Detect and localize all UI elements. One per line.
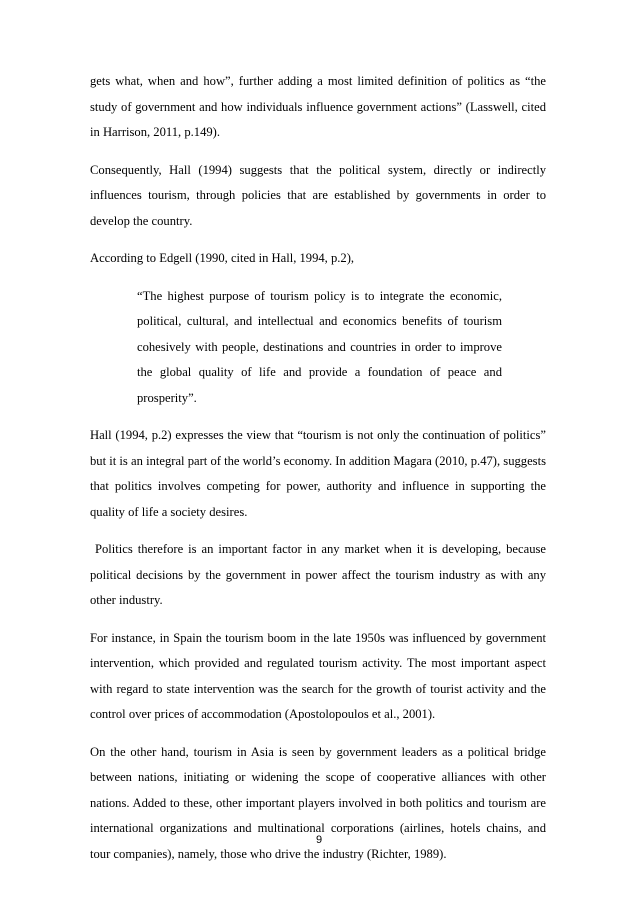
paragraph-spain: For instance, in Spain the tourism boom in the late 1950s was influenced by government intervention, which provided and regulated tourism activity. The most important aspect with regard to state intervention was the search for the growth of tourist activity and the control over prices of accommodation (Apostolopoulos et al., 2001). <box>90 630 546 721</box>
paragraph-hall-1994: Consequently, Hall (1994) suggests that the political system, directly or indirectly influences tourism, through policies that are established by governments in order to develop the country. <box>90 162 546 228</box>
body-text <box>90 69 550 879</box>
paragraph-asia: On the other hand, tourism in Asia is seen by government leaders as a political bridge between nations, initiating or widening the scope of cooperative alliances with other nations. Added to these, other important players involved in both politics and tourism are international organizations and multinational corporations (airlines, hotels chains, and tour companies), namely, those who drive the industry (Richter, 1989). <box>90 744 546 861</box>
paragraph-edgell-intro: According to Edgell (1990, cited in Hall, 1994, p.2), <box>90 251 355 265</box>
block-quote-edgell: “The highest purpose of tourism policy is to integrate the economic, political, cultural, and intellectual and economics benefits of tourism cohesively with people, destinations and countries in order to improve the global quality of life and provide a foundation of peace and prosperity”. <box>137 288 502 405</box>
paragraph-politics-market: Politics therefore is an important factor in any market when it is developing, because political decisions by the government in power affect the tourism industry as with any other industry. <box>90 542 550 607</box>
paragraph-hall-magara: Hall (1994, p.2) expresses the view that “tourism is not only the continuation of politics” but it is an integral part of the world’s economy. In addition Magara (2010, p.47), suggests that politics involves competing for power, authority and influence in supporting the quality of life a society desires. <box>90 428 546 519</box>
page-number: 9 <box>315 834 323 846</box>
paragraph-lasswell: gets what, when and how”, further adding a most limited definition of politics as “the study of government and how individuals influence government actions” (Lasswell, cited in Harrison, 2011, p.149). <box>90 74 546 139</box>
